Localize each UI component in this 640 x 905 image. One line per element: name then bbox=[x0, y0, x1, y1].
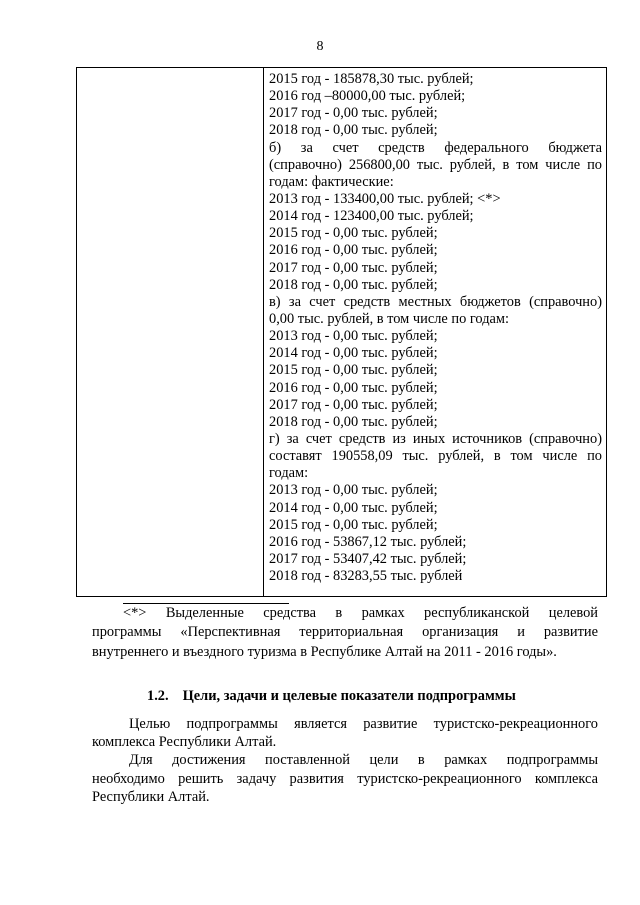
paragraph-line: необходимо решить задачу развития туристско-рекреационного комплекса bbox=[92, 770, 598, 787]
funding-line: 0,00 тыс. рублей, в том числе по годам: bbox=[269, 310, 510, 327]
funding-line: 2017 год - 53407,42 тыс. рублей; bbox=[269, 550, 467, 567]
funding-line: б) за счет средств федерального бюджета bbox=[269, 139, 602, 156]
funding-line: 2015 год - 0,00 тыс. рублей; bbox=[269, 362, 438, 379]
funding-line: 2017 год - 0,00 тыс. рублей; bbox=[269, 396, 438, 413]
funding-line: г) за счет средств из иных источников (справочно) bbox=[269, 430, 602, 447]
funding-line: 2016 год - 0,00 тыс. рублей; bbox=[269, 242, 438, 259]
paragraph-line: Республики Алтай. bbox=[92, 788, 210, 805]
funding-line: 2016 год - 53867,12 тыс. рублей; bbox=[269, 533, 467, 550]
funding-line: 2013 год - 0,00 тыс. рублей; bbox=[269, 482, 438, 499]
funding-line: 2014 год - 123400,00 тыс. рублей; bbox=[269, 208, 474, 225]
section-number: 1.2. bbox=[147, 688, 169, 704]
funding-line: 2018 год - 0,00 тыс. рублей; bbox=[269, 122, 438, 139]
funding-line: 2013 год - 133400,00 тыс. рублей; <*> bbox=[269, 190, 501, 207]
table-left-cell bbox=[77, 68, 264, 596]
funding-line: 2014 год - 0,00 тыс. рублей; bbox=[269, 499, 438, 516]
section-title: Цели, задачи и целевые показатели подпрограммы bbox=[182, 688, 516, 704]
budget-table bbox=[76, 67, 607, 597]
funding-line: 2018 год - 83283,55 тыс. рублей bbox=[269, 568, 463, 585]
funding-line: годам: фактические: bbox=[269, 173, 394, 190]
funding-line: годам: bbox=[269, 465, 309, 482]
paragraph-line: комплекса Республики Алтай. bbox=[92, 734, 277, 751]
funding-line: 2014 год - 0,00 тыс. рублей; bbox=[269, 345, 438, 362]
funding-line: 2015 год - 0,00 тыс. рублей; bbox=[269, 225, 438, 242]
funding-line: 2018 год - 0,00 тыс. рублей; bbox=[269, 276, 438, 293]
funding-line: составят 190558,09 тыс. рублей, в том числе по bbox=[269, 448, 602, 465]
funding-line: 2016 год - 0,00 тыс. рублей; bbox=[269, 379, 438, 396]
funding-line: в) за счет средств местных бюджетов (справочно) bbox=[269, 293, 602, 310]
table-right-cell bbox=[269, 71, 602, 585]
paragraph-line: Целью подпрограммы является развитие туристско-рекреационного bbox=[129, 716, 598, 732]
funding-line: 2017 год - 0,00 тыс. рублей; bbox=[269, 105, 438, 122]
footnote bbox=[92, 604, 598, 662]
funding-line: 2016 год –80000,00 тыс. рублей; bbox=[269, 88, 466, 105]
funding-line: 2017 год - 0,00 тыс. рублей; bbox=[269, 259, 438, 276]
funding-line: 2013 год - 0,00 тыс. рублей; bbox=[269, 328, 438, 345]
paragraph-line: Для достижения поставленной цели в рамках подпрограммы bbox=[129, 752, 598, 769]
footnote-line: <*> Выделенные средства в рамках республиканской целевой bbox=[123, 605, 598, 621]
funding-line: 2015 год - 185878,30 тыс. рублей; bbox=[269, 71, 474, 87]
footnote-line: программы «Перспективная территориальная организация и развитие bbox=[92, 624, 598, 641]
page-number: 8 bbox=[316, 39, 324, 54]
section-heading bbox=[147, 688, 516, 705]
funding-line: 2018 год - 0,00 тыс. рублей; bbox=[269, 413, 438, 430]
funding-line: (справочно) 256800,00 тыс. рублей, в том числе по bbox=[269, 156, 602, 173]
footnote-line: внутреннего и въездного туризма в Республике Алтай на 2011 - 2016 годы». bbox=[92, 643, 557, 660]
body-text bbox=[92, 715, 598, 806]
funding-line: 2015 год - 0,00 тыс. рублей; bbox=[269, 516, 438, 533]
